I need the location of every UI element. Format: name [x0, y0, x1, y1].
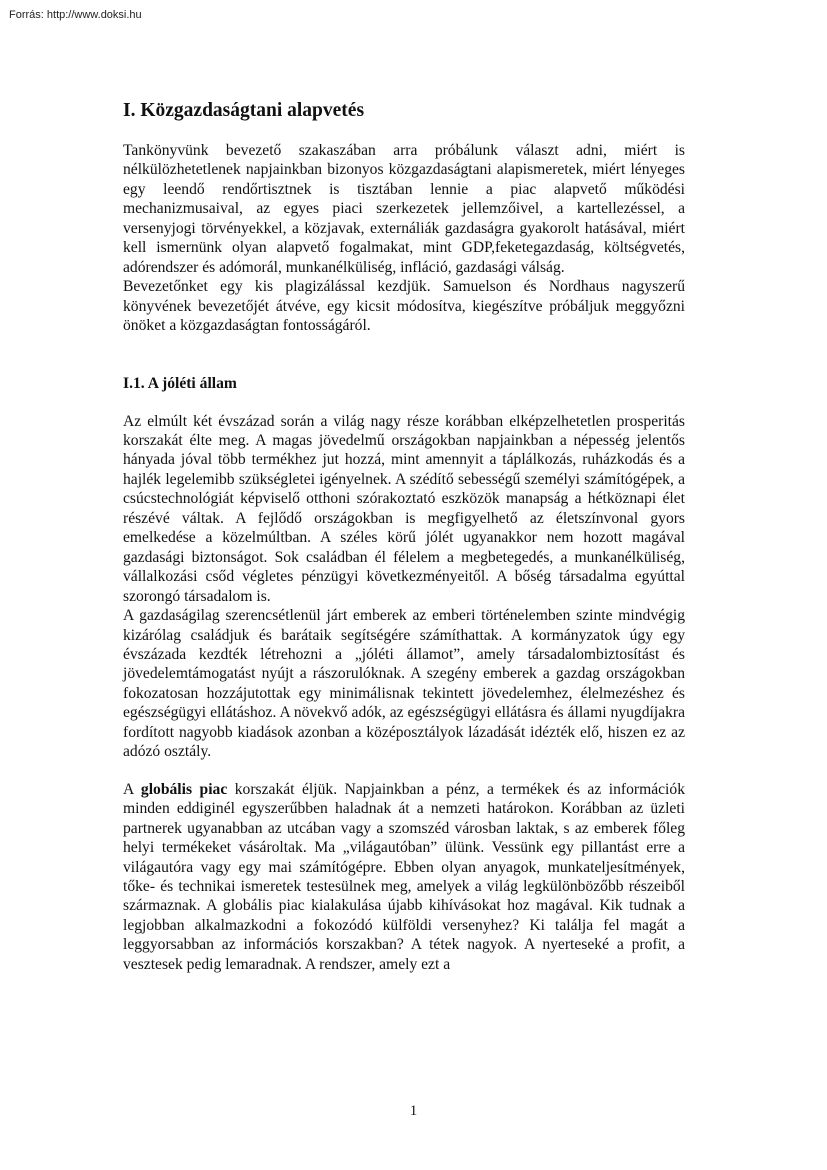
- page-number: 1: [409, 1103, 418, 1119]
- spacer: [123, 124, 685, 141]
- intro-paragraph-1: Tankönyvünk bevezető szakaszában arra próbálunk választ adni, miért is nélkülözhetetlenek napjainkban bizonyos közgazdaságtani alapismeretek, miért lényeges egy leendő rendőrtisztnek is tisztában lennie a piac alapvető működési mechanizmusaival, az egyes piaci szerkezetek jellemzőivel, a kartellezéssel, a versenyjogi törvényekkel, a közjavak, externáliák gazdaságra gyakorolt hatásával, miért kell ismernünk olyan alapvető fogalmakat, mint GDP,feketegazdaság, költségvetés, adórendszer és adómorál, munkanélküliség, infláció, gazdasági válság.: [123, 142, 685, 276]
- spacer: [123, 336, 685, 374]
- source-label: Forrás: http://www.doksi.hu: [9, 9, 142, 21]
- document-page: [123, 98, 685, 974]
- section-paragraph-1: Az elmúlt két évszázad során a világ nagy része korábban elképzelhetetlen prosperitás korszakát élte meg. A magas jövedelmű országokban napjainkban a népesség jelentős hányada jóval több termékhez jut hozzá, mint amennyit a táplálkozás, ruházkodás és a hajlék legelemibb szükségletei igényelnek. A szédítő sebességű személyi számítógépek, a csúcstechnológiát képviselő otthoni szórakoztató eszközök manapság a hétköznapi élet részévé váltak. A fejlődő országokban is megfigyelhető az életszínvonal gyors emelkedése a közelmúltban. A széles körű jólét ugyanakkor nem hozott magával gazdasági biztonságot. Sok családban él félelem a megbetegedés, a munkanélküliség, vállalkozási csőd végletes pénzügyi következményeitől. A bőség társadalma egyúttal szorongó társadalom is.: [123, 412, 685, 605]
- section-title: I.1. A jóléti állam: [123, 374, 237, 392]
- global-market-term: globális piac: [140, 780, 228, 798]
- global-paragraph-prefix: A: [123, 780, 141, 798]
- global-market-paragraph: [123, 780, 685, 975]
- chapter-title: I. Közgazdaságtani alapvetés: [123, 100, 365, 121]
- spacer: [123, 394, 685, 412]
- section-paragraph-2: A gazdaságilag szerencsétlenül járt emberek az emberi történelemben szinte mindvégig kizárólag családjuk és barátaik segítségére számíthattak. A kormányzatok úgy egy évszázada kezdték létrehozni a „jóléti államot”, amely társadalombiztosítást és jövedelemtámogatást nyújt a rászorulóknak. A szegény emberek a gazdag országokban fokozatosan hozzájutottak egy minimálisnak tekintett jövedelemhez, élelmezéshez és egészségügyi ellátáshoz. A növekvő adók, az egészségügyi ellátásra és állami nyugdíjakra fordított nagyobb kiadások azonban a középosztályok lázadását idézték elő, hiszen ez az adózó osztály.: [123, 607, 685, 761]
- spacer: [123, 762, 685, 780]
- intro-paragraph-2: Bevezetőnket egy kis plagizálással kezdjük. Samuelson és Nordhaus nagyszerű könyvének bevezetőjét átvéve, egy kicsit módosítva, kiegészítve próbáljuk meggyőzni önöket a közgazdaságtan fontosságáról.: [123, 278, 685, 335]
- global-paragraph-text: korszakát éljük. Napjainkban a pénz, a termékek és az információk minden eddiginél egyszerűbben haladnak át a nemzeti határokon. Korábban az üzleti partnerek ugyanabban az utcában vagy a szomszéd városban laktak, s az emberek főleg helyi termékeket vásároltak. Ma „világautóban” ülünk. Vessünk egy pillantást erre a világautóra vagy egy mai számítógépre. Ebben olyan anyagok, munkateljesítmények, tőke- és technikai ismeretek testesülnek meg, amelyek a világ legkülönbözőbb részeiből származnak. A globális piac kialakulása újabb kihívásokat hoz magával. Kik tudnak a legjobban alkalmazkodni a fokozódó külföldi versenyhez? Ki találja fel magát a leggyorsabban az információs korszakban? A tétek nagyok. A nyerteseké a profit, a vesztesek pedig lemaradnak. A rendszer, amely ezt a: [123, 780, 685, 973]
